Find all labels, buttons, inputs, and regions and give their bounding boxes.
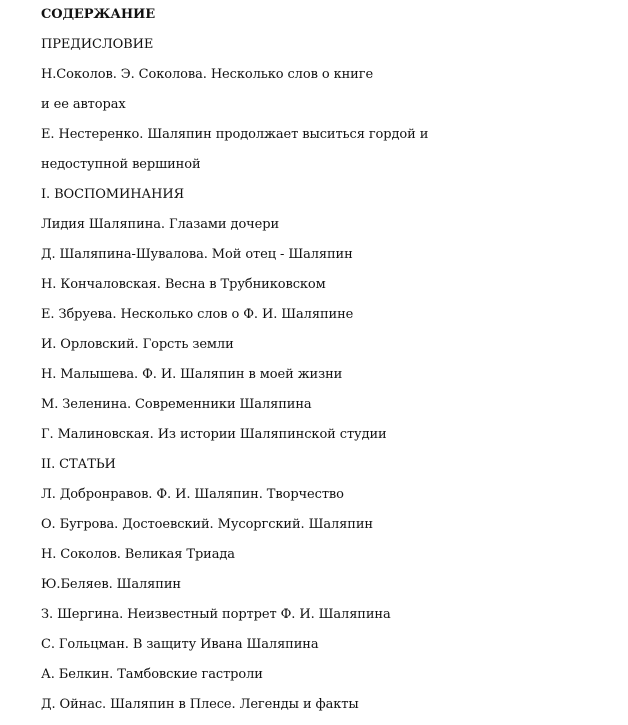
- toc-entry: недоступной вершиной: [41, 157, 201, 172]
- toc-entry: Н. Кончаловская. Весна в Трубниковском: [41, 277, 326, 292]
- toc-entry: Ю.Беляев. Шаляпин: [41, 577, 181, 592]
- toc-entry: И. Орловский. Горсть земли: [41, 337, 234, 352]
- toc-entry: Лидия Шаляпина. Глазами дочери: [41, 217, 280, 232]
- toc-entry: Л. Добронравов. Ф. И. Шаляпин. Творчество: [41, 487, 344, 502]
- toc-entry: М. Зеленина. Современники Шаляпина: [41, 397, 312, 412]
- toc-entry-preface: ПРЕДИСЛОВИЕ: [41, 37, 154, 52]
- toc-entry: Е. Збруева. Несколько слов о Ф. И. Шаляпине: [41, 307, 354, 322]
- document-page: [41, 5, 611, 725]
- toc-entry: Д. Ойнас. Шаляпин в Плесе. Легенды и факты: [41, 697, 359, 712]
- toc-entry: С. Гольцман. В защиту Ивана Шаляпина: [41, 637, 319, 652]
- toc-entry: Г. Малиновская. Из истории Шаляпинской студии: [41, 427, 387, 442]
- toc-entry: А. Белкин. Тамбовские гастроли: [41, 667, 263, 682]
- section-heading-articles: II. СТАТЬИ: [41, 457, 116, 472]
- toc-entry: З. Шергина. Неизвестный портрет Ф. И. Шаляпина: [41, 607, 391, 622]
- section-heading-memories: I. ВОСПОМИНАНИЯ: [41, 187, 185, 202]
- toc-entry: Н. Малышева. Ф. И. Шаляпин в моей жизни: [41, 367, 343, 382]
- toc-entry: и ее авторах: [41, 97, 126, 112]
- toc-entry: Н. Соколов. Великая Триада: [41, 547, 235, 562]
- toc-entry: Е. Нестеренко. Шаляпин продолжает выситься гордой и: [41, 127, 429, 142]
- toc-entry: Д. Шаляпина-Шувалова. Мой отец - Шаляпин: [41, 247, 353, 262]
- document-title: СОДЕРЖАНИЕ: [41, 7, 156, 22]
- toc-entry: О. Бугрова. Достоевский. Мусоргский. Шаляпин: [41, 517, 373, 532]
- toc-entry: Н.Соколов. Э. Соколова. Несколько слов о книге: [41, 67, 374, 82]
